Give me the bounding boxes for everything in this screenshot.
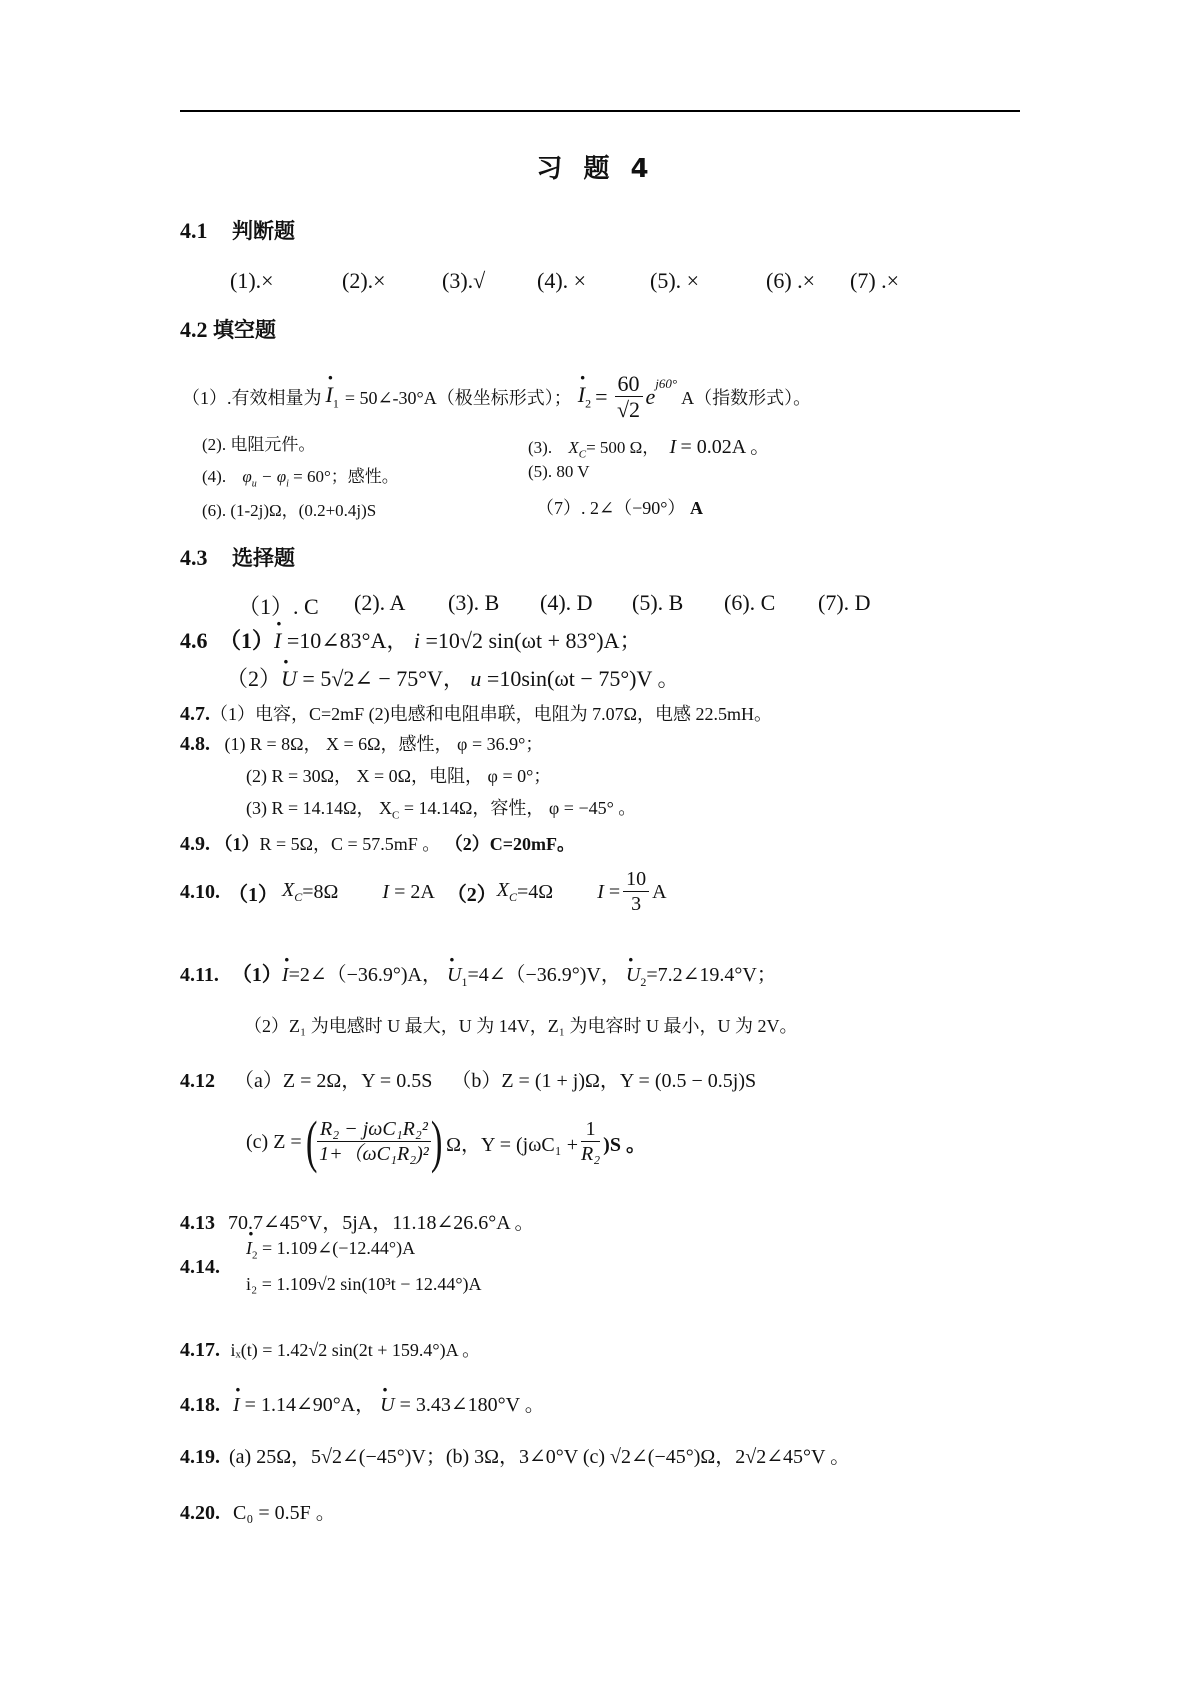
problem-4-6-line-2: （2）· U = 5√2∠ − 75°V， u =10sin(ωt − 75°)V 。 xyxy=(226,662,679,693)
denominator: √2 xyxy=(616,396,641,422)
problem-4-8-line-2: (2) R = 30Ω， X = 0Ω，电阻， φ = 0°； xyxy=(246,766,552,786)
fraction xyxy=(317,1118,431,1166)
text: A（指数形式）。 xyxy=(681,388,812,408)
text: = 60°；感性。 xyxy=(293,467,399,486)
problem-number: 4.7. xyxy=(180,703,210,725)
fraction xyxy=(623,868,649,916)
problem-4-9 xyxy=(180,830,575,856)
header-rule xyxy=(180,110,1020,112)
text: = 14.14Ω，容性， φ = −45° 。 xyxy=(399,798,637,818)
part-label: （2） xyxy=(446,883,497,906)
answer-item: (4). × xyxy=(537,268,587,293)
numerator: 60 xyxy=(615,371,643,397)
problem-4-7 xyxy=(180,700,772,726)
right-paren: ) xyxy=(430,1109,443,1174)
text: （7）. 2∠（−90°） xyxy=(536,498,686,518)
equals-sign: = xyxy=(595,384,608,409)
text: （a）Z = 2Ω，Y = 0.5S xyxy=(234,1070,433,1092)
text: = 3.43∠180°V 。 xyxy=(399,1394,545,1416)
denominator: 1+（ωC₁R₂)² xyxy=(319,1143,429,1165)
problem-4-18: 4.18. · I = 1.14∠90°A， · U = 3.43∠180°V 。 xyxy=(180,1388,545,1417)
problem-number: 4.6 xyxy=(180,628,208,653)
answer-item: (1).× xyxy=(230,268,274,293)
text: = 1.109∠(−12.44°)A xyxy=(262,1238,416,1258)
numerator: 10 xyxy=(623,868,649,892)
text: =7.2∠19.4°V； xyxy=(646,964,777,986)
fraction xyxy=(615,371,643,424)
text: （1）.有效相量为 xyxy=(182,388,322,408)
part-label: （1） xyxy=(219,628,275,653)
text: (a) 25Ω，5√2∠(−45°)V；(b) 3Ω，3∠0°V (c) √2∠(−45°)Ω，2√2∠45°V 。 xyxy=(229,1446,851,1468)
text: 70.7∠45°V，5jA，11.18∠26.6°A 。 xyxy=(228,1212,535,1234)
phasor-symbol: · $I_1$ xyxy=(326,382,339,411)
answer-item: (2). A xyxy=(354,590,406,615)
exponent: j60° xyxy=(655,376,678,391)
fill-item-1 xyxy=(182,362,811,432)
problem-number: 4.10. xyxy=(180,880,220,903)
problem-number: 4.8. xyxy=(180,733,210,755)
unit: A xyxy=(689,498,703,518)
problem-4-14-number: 4.14. xyxy=(180,1256,220,1278)
problem-number: 4.20. xyxy=(180,1502,220,1524)
answer-item: (7). D xyxy=(818,590,871,615)
fill-item-6: (6). (1-2j)Ω，(0.2+0.4j)S xyxy=(202,501,377,520)
text: （2）C=20mF。 xyxy=(444,834,575,854)
section-4-1-heading xyxy=(180,215,295,245)
text: =10∠83°A， xyxy=(286,628,409,653)
text: =10sin(ωt − 75°)V 。 xyxy=(486,666,680,691)
answer-item: (7) .× xyxy=(850,268,900,293)
answer-item: (5). B xyxy=(632,590,684,615)
text: = 2A xyxy=(394,880,435,903)
problem-number: 4.11. xyxy=(180,964,219,986)
fraction xyxy=(581,1118,600,1166)
fill-item-5: (5). 80 V xyxy=(528,462,590,481)
problem-4-14-line-2: i₂ = 1.109√2 sin(10³t − 12.44°)A xyxy=(246,1274,482,1294)
problem-number: 4.9. xyxy=(180,833,210,855)
problem-4-8-line-1 xyxy=(180,730,543,756)
section-name: 判断题 xyxy=(232,219,295,243)
fill-item-4: (4). $\varphi_u - \varphi_i = 60^\circ$；感性。 xyxy=(202,467,399,490)
problem-4-11-line-2: （2）Z₁ 为电感时 U 最大，U 为 14V，Z₁ 为电容时 U 最小，U 为 2V。 xyxy=(244,1016,798,1036)
text: R = 5Ω，C = 57.5mF 。 xyxy=(259,834,441,854)
answer-item: (3).√ xyxy=(442,268,486,293)
left-paren: ( xyxy=(305,1109,318,1174)
answer-item: (3). B xyxy=(448,590,500,615)
phasor-symbol: · $I_2$ xyxy=(578,382,591,411)
denominator: 3 xyxy=(631,893,642,915)
text: (3). xyxy=(528,438,553,457)
exponential-base: e xyxy=(645,384,656,409)
problem-4-13 xyxy=(180,1206,535,1235)
problem-number: 4.17. xyxy=(180,1339,220,1361)
problem-4-19 xyxy=(180,1440,850,1469)
problem-4-10: 4.10. （1） $X_C$ =8Ω I = 2A （2） $X_C$ =4Ω I = $\frac{10}{3}$ A xyxy=(180,868,667,915)
text: = 500 Ω， xyxy=(586,438,660,457)
numerator: 1 xyxy=(581,1118,600,1142)
fill-item-3: (3). $X_C= 500$ Ω， I = 0.02A 。 xyxy=(528,436,771,461)
fill-item-7 xyxy=(536,494,703,520)
problem-4-17 xyxy=(180,1336,480,1362)
text: Ω，Y = (jωC₁ + xyxy=(446,1133,578,1156)
answer-item: (6) .× xyxy=(766,268,816,293)
text: =10√2 sin(ωt + 83°)A； xyxy=(425,628,642,653)
page-title: 习 题 4 xyxy=(536,154,655,184)
problem-4-14-line-1: · $I_2$ = 1.109∠(−12.44°)A xyxy=(246,1238,415,1262)
text: = 50∠-30°A（极坐标形式）； xyxy=(344,388,572,408)
section-name: 选择题 xyxy=(232,546,295,570)
text: =8Ω xyxy=(302,880,339,903)
text: =4∠（−36.9°)V， xyxy=(467,964,621,986)
problem-4-8-line-3 xyxy=(246,794,636,822)
problem-number: 4.18. xyxy=(180,1394,220,1416)
section-number: 4.3 xyxy=(180,545,208,570)
text: (1) R = 8Ω， X = 6Ω，感性， φ = 36.9°； xyxy=(224,734,544,754)
text: iₓ(t) = 1.42√2 sin(2t + 159.4°)A 。 xyxy=(230,1340,481,1360)
text: )S 。 xyxy=(603,1133,646,1156)
answer-item: (6). C xyxy=(724,590,776,615)
problem-4-20 xyxy=(180,1496,336,1525)
part-label: （1） xyxy=(228,883,278,906)
section-number: 4.1 xyxy=(180,218,208,243)
part-label: （1） xyxy=(231,964,282,986)
problem-number: 4.12 xyxy=(180,1070,215,1092)
text: = 0.02A 。 xyxy=(680,436,771,458)
section-name: 填空题 xyxy=(213,318,276,342)
text: (c) Z = xyxy=(246,1130,302,1153)
unit: A xyxy=(652,880,667,903)
answer-item: (4). D xyxy=(540,590,593,615)
text: = 1.14∠90°A， xyxy=(244,1394,376,1416)
text: （b）Z = (1 + j)Ω，Y = (0.5 − 0.5j)S xyxy=(451,1070,757,1092)
text: = 5√2∠ − 75°V， xyxy=(302,666,465,691)
problem-number: 4.13 xyxy=(180,1212,215,1234)
section-number: 4.2 xyxy=(180,317,208,342)
text: C₀ = 0.5F 。 xyxy=(233,1502,336,1524)
numerator: R₂ − jωC₁R₂² xyxy=(317,1118,431,1142)
problem-4-12-line-1 xyxy=(180,1064,756,1093)
problem-4-12-line-2 xyxy=(246,1100,646,1184)
text: (3) R = 14.14Ω， X xyxy=(246,798,393,818)
part-label: （1） xyxy=(214,834,260,854)
problem-number: 4.19. xyxy=(180,1446,220,1468)
text: =2∠（−36.9°)A， xyxy=(288,964,442,986)
subscript: C xyxy=(392,809,400,822)
problem-4-6-line-1: 4.6 （1）· I =10∠83°A， i =10√2 sin(ωt + 83°)A； xyxy=(180,624,642,655)
answer-item: (5). × xyxy=(650,268,700,293)
answer-item: (2).× xyxy=(342,268,386,293)
problem-4-11-line-1: 4.11. （1）· I=2∠（−36.9°)A， · $U_1=4\angle(-36.9^\circ)V$， · $U_2=7.2\angle 19.4^\circ V$； xyxy=(180,958,777,990)
text: =4Ω xyxy=(517,880,554,903)
answer-item: （1）. C xyxy=(238,594,319,619)
denominator: R₂ xyxy=(581,1143,601,1165)
section-4-2-heading xyxy=(180,314,276,344)
section-4-3-heading xyxy=(180,542,295,572)
text: （1）电容，C=2mF (2)电感和电阻串联，电阻为 7.07Ω，电感 22.5mH。 xyxy=(210,704,773,724)
part-label: （2） xyxy=(226,666,282,691)
text: (4). xyxy=(202,467,227,486)
fill-item-2: (2). 电阻元件。 xyxy=(202,435,316,454)
